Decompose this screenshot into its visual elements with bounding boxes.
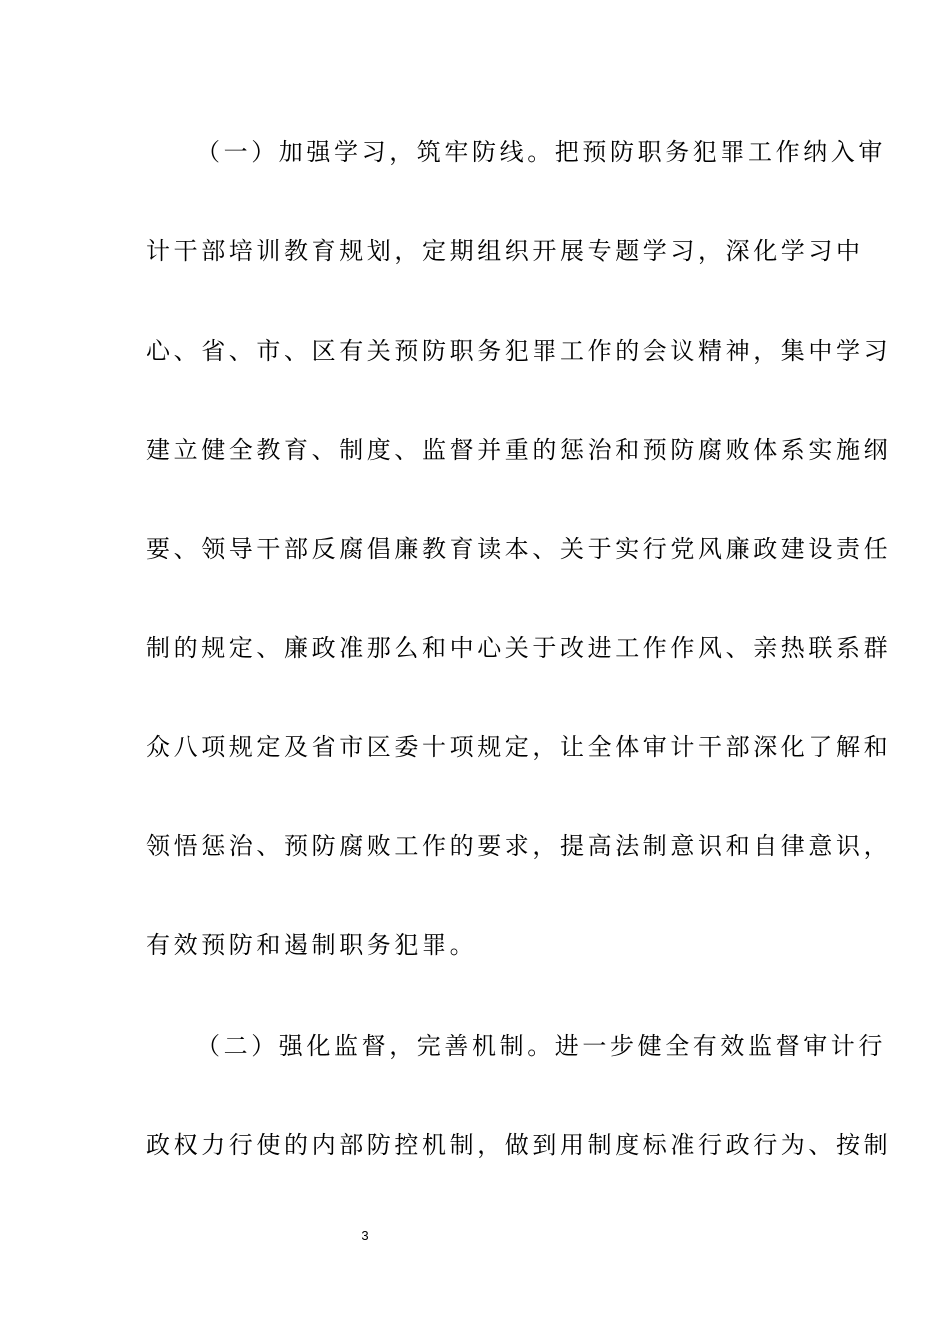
paragraph-1-line-9: 有效预防和遏制职务犯罪。 (146, 931, 478, 959)
paragraph-1-line-8: 领悟惩治、预防腐败工作的要求，提高法制意识和自律意识， (146, 832, 892, 860)
paragraph-2-line-1: （二）强化监督，完善机制。进一步健全有效监督审计行 (196, 1032, 886, 1060)
paragraph-1-line-6: 制的规定、廉政准那么和中心关于改进工作作风、亲热联系群 (146, 634, 892, 662)
paragraph-1-line-3: 心、省、市、区有关预防职务犯罪工作的会议精神，集中学习 (146, 337, 892, 365)
page-number: 3 (361, 1228, 369, 1243)
paragraph-1-line-4: 建立健全教育、制度、监督并重的惩治和预防腐败体系实施纲 (146, 436, 892, 464)
paragraph-1-line-7: 众八项规定及省市区委十项规定，让全体审计干部深化了解和 (146, 733, 892, 761)
paragraph-2-line-2: 政权力行使的内部防控机制，做到用制度标准行政行为、按制 (146, 1131, 892, 1159)
paragraph-1-line-2: 计干部培训教育规划，定期组织开展专题学习，深化学习中 (146, 237, 864, 265)
paragraph-1-line-1: （一）加强学习，筑牢防线。把预防职务犯罪工作纳入审 (196, 138, 886, 166)
paragraph-1-line-5: 要、领导干部反腐倡廉教育读本、关于实行党风廉政建设责任 (146, 535, 892, 563)
